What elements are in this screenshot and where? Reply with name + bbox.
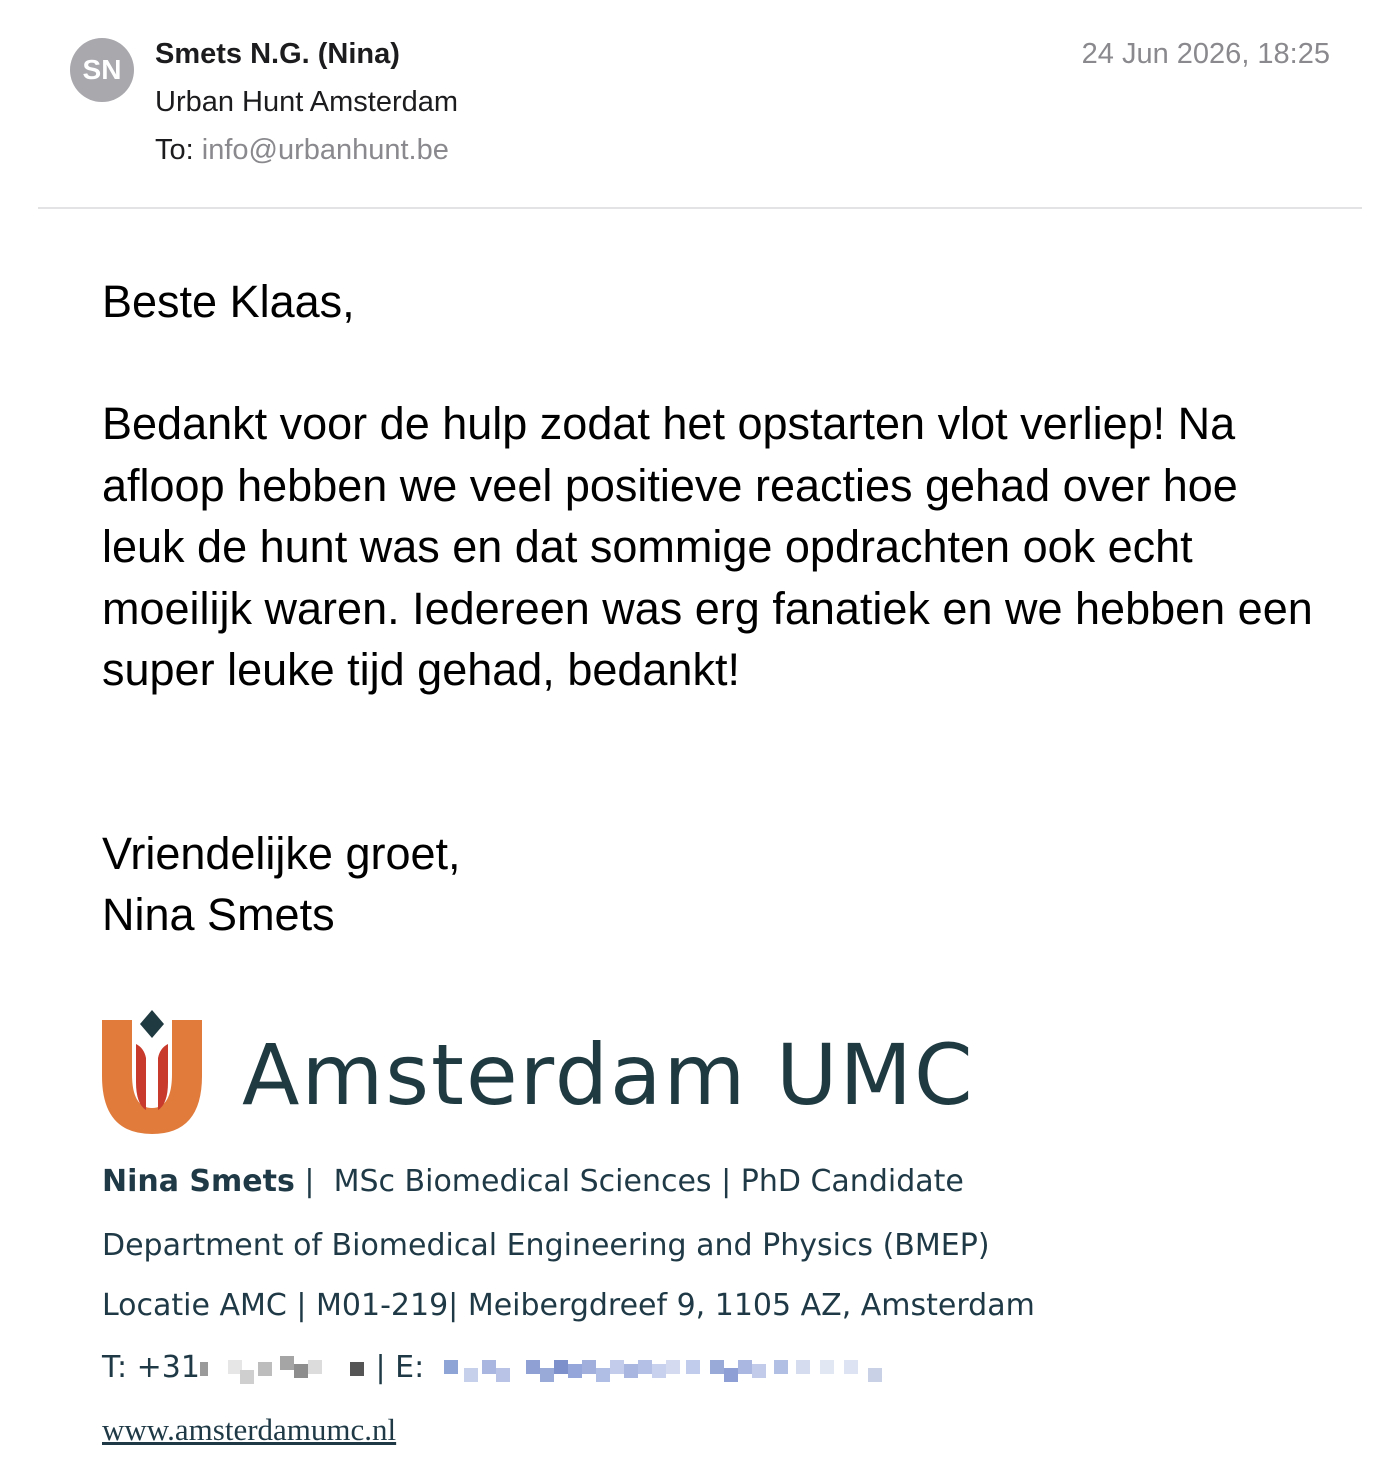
redacted-email [434, 1356, 890, 1382]
signature-location: Locatie AMC | M01-219| Meibergdreef 9, 1105 AZ, Amsterdam [102, 1288, 1035, 1323]
signature-title-line [102, 1164, 964, 1199]
phone-label: T: +31 [102, 1350, 200, 1385]
signature-degree: MSc Biomedical Sciences [333, 1164, 712, 1199]
header-divider [38, 207, 1362, 209]
sender-name[interactable]: Smets N.G. (Nina) [155, 38, 400, 70]
signature-name: Nina Smets [102, 1164, 295, 1199]
redacted-phone [200, 1356, 366, 1382]
sender-avatar[interactable]: SN [70, 38, 134, 102]
to-label: To: [155, 134, 194, 166]
logo-wordmark: Amsterdam UMC [242, 1026, 975, 1124]
email-header [0, 0, 1398, 208]
signature-contact-line [102, 1350, 890, 1385]
signature-separator: | [294, 1164, 334, 1199]
logo-tulip-right-petal [158, 1044, 168, 1110]
logo-tulip-left-petal [136, 1044, 146, 1110]
signature-role: PhD Candidate [740, 1164, 964, 1199]
website-link[interactable]: www.amsterdamumc.nl [102, 1412, 397, 1447]
logo-diamond [140, 1010, 164, 1038]
email-closing: Vriendelijke groet, [102, 828, 461, 879]
sender-organization: Urban Hunt Amsterdam [155, 86, 459, 118]
email-label: | E: [365, 1350, 434, 1385]
email-greeting: Beste Klaas, [102, 276, 355, 327]
recipient-line [155, 134, 449, 167]
signature-department: Department of Biomedical Engineering and Physics (BMEP) [102, 1228, 990, 1263]
email-signoff: Nina Smets [102, 889, 335, 940]
email-paragraph: Bedankt voor de hulp zodat het opstarten vlot verliep! Na afloop hebben we veel positieve reacties gehad over hoe leuk de hunt was en dat sommige opdrachten ook echt moeilijk waren. Iedereen was erg fanatiek en we hebben een super leuke tijd gehad, bedankt! [102, 398, 1313, 695]
email-date: 24 Jun 2026, 18:25 [1081, 38, 1330, 70]
signature-separator: | [711, 1164, 741, 1199]
recipient-address[interactable]: info@urbanhunt.be [201, 134, 449, 166]
